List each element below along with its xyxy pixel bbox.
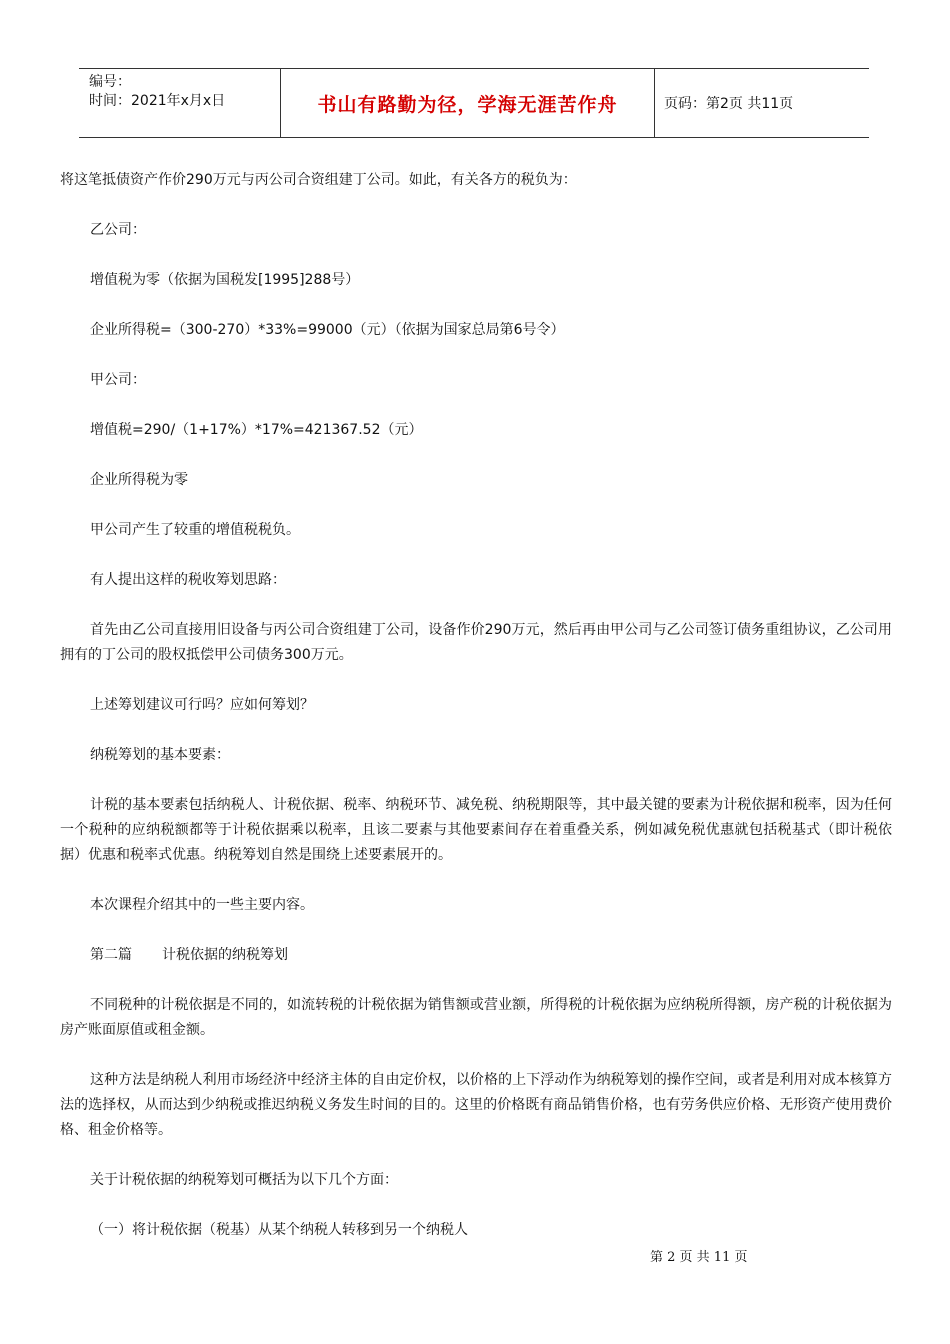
paragraph: 乙公司：: [90, 222, 146, 238]
paragraph: 本次课程介绍其中的一些主要内容。: [90, 897, 314, 913]
paragraph: 增值税=290/（1+17%）*17%=421367.52（元）: [90, 422, 423, 438]
section-title: 计税依据的纳税筹划: [162, 947, 288, 963]
number-label: 编号：: [89, 74, 131, 90]
paragraph: （一）将计税依据（税基）从某个纳税人转移到另一个纳税人: [90, 1222, 468, 1238]
paragraph: 计税的基本要素包括纳税人、计税依据、税率、纳税环节、减免税、纳税期限等，其中最关键的要素为计税依据和税率，因为任何一个税种的应纳税额都等于计税依据乘以税率，且该二要素与其他要素间存在着重叠关系，例如减免税优惠就包括税基式（即计税依据）优惠和税率式优惠。纳税筹划自然是围绕上述要素展开的。: [60, 797, 892, 863]
document-body: [60, 168, 892, 1268]
header-motto-cell: [280, 69, 655, 137]
paragraph: 甲公司产生了较重的增值税税负。: [90, 522, 300, 538]
paragraph: 将这笔抵债资产作价290万元与丙公司合资组建丁公司。如此，有关各方的税负为：: [60, 172, 577, 188]
paragraph: 企业所得税=（300-270）*33%=99000（元）（依据为国家总局第6号令）: [90, 322, 565, 338]
page-header: [79, 68, 869, 138]
paragraph: 不同税种的计税依据是不同的，如流转税的计税依据为销售额或营业额，所得税的计税依据为应纳税所得额，房产税的计税依据为房产账面原值或租金额。: [60, 997, 892, 1038]
paragraph: 上述筹划建议可行吗？应如何筹划？: [90, 697, 314, 713]
time-label: 时间：2021年x月x日: [89, 93, 226, 109]
paragraph: 这种方法是纳税人利用市场经济中经济主体的自由定价权，以价格的上下浮动作为纳税筹划的操作空间，或者是利用对成本核算方法的选择权，从而达到少纳税或推迟纳税义务发生时间的目的。这里的价格既有商品销售价格，也有劳务供应价格、无形资产使用费价格、租金价格等。: [60, 1072, 892, 1138]
page-info-text: 页码：第2页 共11页: [664, 96, 794, 112]
header-meta: [79, 69, 279, 137]
section-label: 第二篇: [90, 947, 132, 963]
paragraph: 关于计税依据的纳税筹划可概括为以下几个方面：: [90, 1172, 398, 1188]
paragraph: 有人提出这样的税收筹划思路：: [90, 572, 286, 588]
page-footer: 第 2 页 共 11 页: [650, 1250, 748, 1265]
paragraph: 增值税为零（依据为国税发[1995]288号）: [90, 272, 360, 288]
header-page-info: [654, 69, 869, 137]
section-heading: [60, 943, 892, 968]
paragraph: 甲公司：: [90, 372, 146, 388]
motto-text: 书山有路勤为径，学海无涯苦作舟: [317, 93, 618, 116]
paragraph: 纳税筹划的基本要素：: [90, 747, 230, 763]
paragraph: 首先由乙公司直接用旧设备与丙公司合资组建丁公司，设备作价290万元，然后再由甲公司与乙公司签订债务重组协议，乙公司用拥有的丁公司的股权抵偿甲公司债务300万元。: [60, 622, 892, 663]
paragraph: 企业所得税为零: [90, 472, 188, 488]
